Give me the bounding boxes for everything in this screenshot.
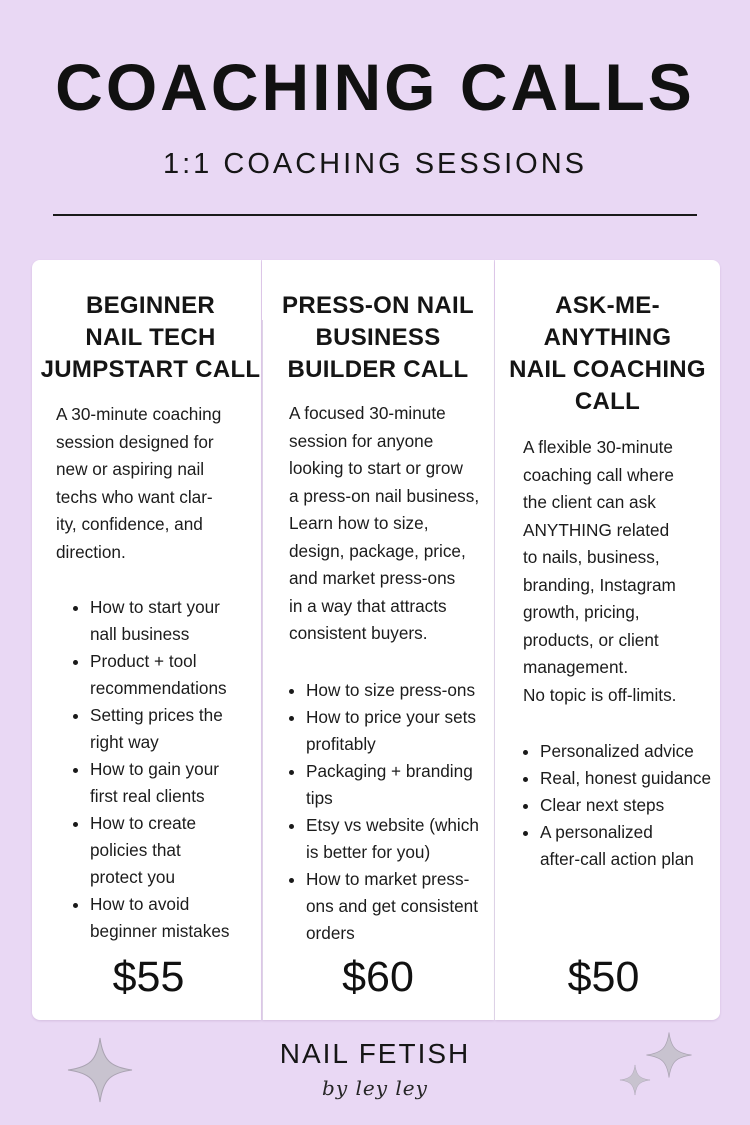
card-feature-list — [523, 738, 711, 873]
card-title: BEGINNER NAIL TECH JUMPSTART CALL — [40, 292, 261, 383]
coaching-card-beginner — [32, 260, 261, 1020]
list-item: Setting prices the right way — [73, 702, 229, 756]
coaching-card-press-on — [262, 260, 494, 1020]
list-item: How to price your sets profitably — [289, 704, 479, 758]
list-item: Product + tool recommendations — [73, 648, 229, 702]
list-item: How to size press-ons — [289, 677, 479, 704]
brand-name: NAIL FETISH — [279, 1038, 471, 1069]
card-price: $55 — [112, 953, 185, 1001]
card-title: ASK-ME- ANYTHING NAIL COACHING CALL — [509, 292, 706, 415]
page-title: COACHING CALLS — [55, 50, 695, 124]
list-item: A personalized after-call action plan — [523, 819, 711, 873]
coaching-card-ask-me-anything — [495, 260, 720, 1020]
card-description: A focused 30-minute session for anyone looking to start or grow a press-on nail business, Learn how to size, design, package, price, and market press-ons in a way that attracts consistent buyers. — [289, 403, 480, 643]
card-feature-list — [289, 677, 479, 947]
list-item: Personalized advice — [523, 738, 711, 765]
list-item: How to create policies that protect you — [73, 810, 229, 891]
header-divider — [53, 214, 697, 216]
card-description: A 30-minute coaching session designed for new or aspiring nail techs who want clar- ity, confidence, and direction. — [56, 404, 222, 562]
list-item: Real, honest guidance — [523, 765, 711, 792]
sparkle-icon — [66, 1036, 134, 1104]
list-item: How to market press- ons and get consistent orders — [289, 866, 479, 947]
list-item: How to gain your first real clients — [73, 756, 229, 810]
column-divider — [494, 320, 495, 1020]
page-subtitle: 1:1 COACHING SESSIONS — [163, 148, 587, 180]
column-divider — [262, 320, 263, 1020]
card-price: $60 — [342, 953, 414, 1001]
card-feature-list — [73, 594, 229, 945]
sparkle-icon — [645, 1031, 693, 1079]
list-item: Packaging + branding tips — [289, 758, 479, 812]
card-price: $50 — [567, 953, 640, 1001]
card-description: A flexible 30-minute coaching call where the client can ask ANYTHING related to nails, business, branding, Instagram growth, pricing, products, or client management. No topic is off-limits. — [523, 437, 677, 705]
sparkle-icon — [619, 1064, 651, 1096]
list-item: How to avoid beginner mistakes — [73, 891, 229, 945]
list-item: Clear next steps — [523, 792, 711, 819]
card-title: PRESS-ON NAIL BUSINESS BUILDER CALL — [282, 292, 474, 383]
brand-signature: by ley ley — [322, 1076, 428, 1100]
list-item: Etsy vs website (which is better for you) — [289, 812, 479, 866]
list-item: How to start your nall business — [73, 594, 229, 648]
